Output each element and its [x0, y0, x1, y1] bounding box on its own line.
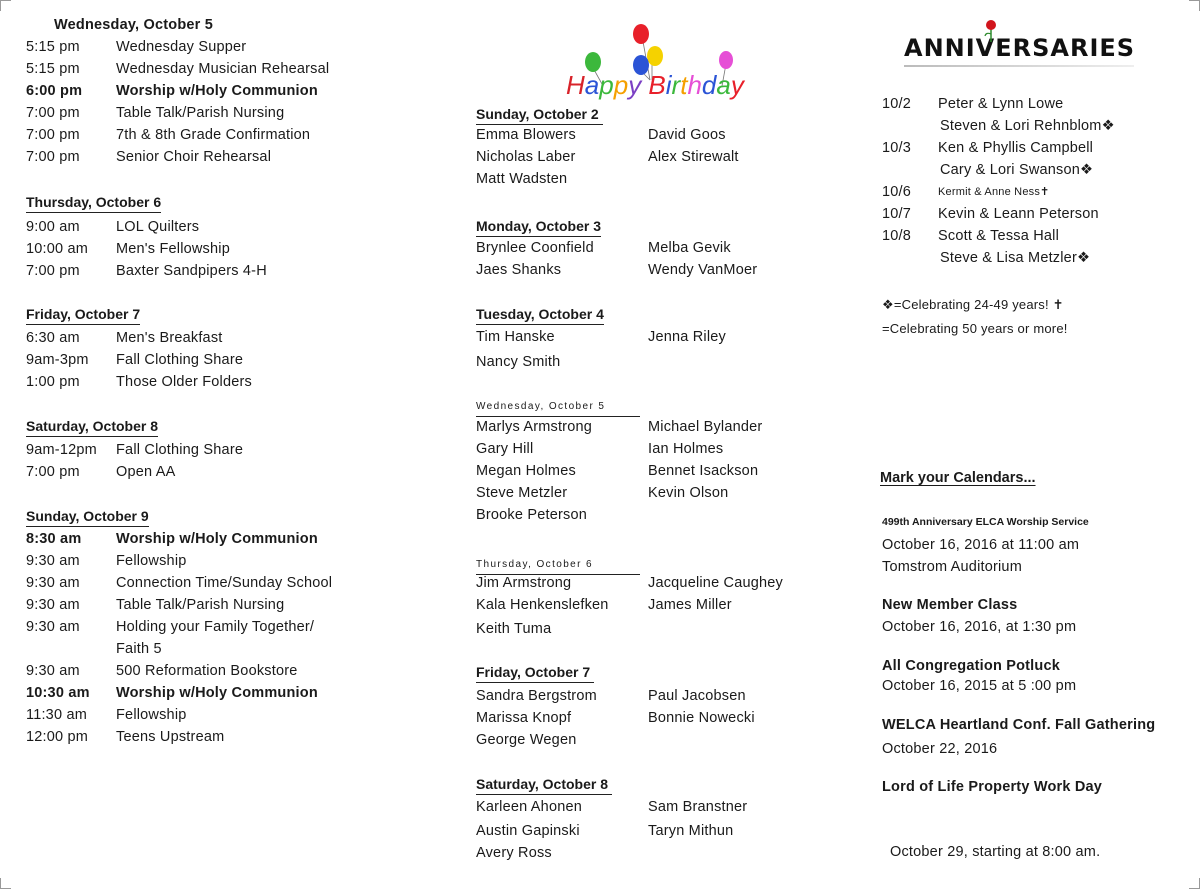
event-list-thursday: [26, 216, 267, 282]
calendar-item: [890, 841, 1100, 863]
balloons-icon: [562, 20, 762, 104]
birthday-name: Emma Blowers: [476, 127, 576, 143]
balloon-green: [585, 52, 601, 72]
anniversary-row: [882, 225, 1182, 247]
calendar-item-date: October 16, 2016, at 1:30 pm: [882, 619, 1077, 635]
birthday-row: [476, 618, 783, 640]
birthday-name: Brooke Peterson: [476, 507, 588, 523]
event-row: [26, 124, 329, 146]
birthday-name: Kevin Olson: [648, 485, 729, 501]
calendar-title: Mark your Calendars...: [880, 470, 1036, 486]
event-title: Table Talk/Parish Nursing: [116, 597, 285, 613]
birthday-row: [476, 729, 755, 751]
birthday-name: Megan Holmes: [476, 463, 576, 479]
birthday-name: Bennet Isackson: [648, 463, 759, 479]
birthday-row: [476, 460, 762, 482]
event-day-heading: Friday, October 7: [26, 306, 140, 325]
anniversary-row: [882, 247, 1182, 269]
birthday-name: David Goos: [648, 127, 726, 143]
event-day-heading: Thursday, October 6: [26, 194, 161, 213]
birthday-name: Sandra Bergstrom: [476, 688, 597, 704]
birthday-row: [476, 685, 755, 707]
birthday-row: [476, 842, 747, 864]
legend-50-plus: =Celebrating 50 years or more!: [882, 321, 1068, 336]
birthday-name: Bonnie Nowecki: [648, 710, 755, 726]
event-time: 7:00 pm: [26, 149, 80, 165]
event-title: Those Older Folders: [116, 374, 252, 390]
event-time: 7:00 pm: [26, 263, 80, 279]
event-row: [26, 682, 332, 704]
anniversary-row: [882, 203, 1182, 225]
event-title: Fall Clothing Share: [116, 352, 244, 368]
birthday-day-heading-wrap: [476, 306, 604, 325]
event-row: [26, 528, 332, 550]
birthday-name: Taryn Mithun: [648, 823, 734, 839]
calendar-item: [882, 776, 1102, 798]
event-day-heading: Sunday, October 9: [26, 508, 149, 527]
birthday-day-heading: Wednesday, October 5: [476, 398, 640, 417]
event-time: 10:30 am: [26, 685, 90, 701]
birthday-name: Keith Tuma: [476, 621, 552, 637]
event-row: [26, 80, 329, 102]
anniversary-date: 10/8: [882, 228, 912, 244]
event-list-friday: [26, 327, 252, 393]
birthday-name: Marlys Armstrong: [476, 419, 592, 435]
event-title: 500 Reformation Bookstore: [116, 663, 298, 679]
event-row: [26, 146, 329, 168]
anniversary-date: 10/6: [882, 184, 912, 200]
calendar-section: [880, 470, 1190, 860]
calendar-item: [882, 516, 1089, 578]
birthday-day-heading: Sunday, October 2: [476, 106, 603, 125]
anniversary-row: [882, 93, 1182, 115]
event-row: [26, 594, 332, 616]
calendar-item-title: Lord of Life Property Work Day: [882, 779, 1103, 795]
event-time: 5:15 pm: [26, 39, 80, 55]
event-row: [26, 260, 267, 282]
birthday-name: Karleen Ahonen: [476, 799, 582, 815]
birthday-list: [476, 326, 726, 373]
birthday-name: Jim Armstrong: [476, 575, 572, 591]
anniversary-names: Kermit & Anne Ness✝: [938, 186, 1050, 198]
event-time: 7:00 pm: [26, 127, 80, 143]
balloon-red: [633, 24, 649, 44]
event-title: Worship w/Holy Communion: [116, 83, 318, 99]
birthday-logo-text: Happy Birthday: [566, 70, 744, 100]
event-title: LOL Quilters: [116, 219, 200, 235]
birthday-name: Alex Stirewalt: [648, 149, 739, 165]
event-row: [26, 327, 252, 349]
event-row: [26, 461, 243, 483]
anniversary-legend: [882, 294, 1182, 340]
birthday-row: [476, 572, 783, 594]
event-time: 9:00 am: [26, 219, 80, 235]
event-title: Holding your Family Together/: [116, 619, 315, 635]
event-title: Wednesday Supper: [116, 39, 247, 55]
anniversary-names: Steven & Lori Rehnblom❖: [940, 118, 1115, 134]
anniversary-date: 10/7: [882, 206, 912, 222]
birthday-name: Jenna Riley: [648, 329, 726, 345]
event-title: Worship w/Holy Communion: [116, 685, 318, 701]
event-time: 6:00 pm: [26, 83, 83, 99]
calendar-item-title: WELCA Heartland Conf. Fall Gathering: [882, 717, 1156, 733]
event-row: [26, 572, 332, 594]
birthday-name: Jaes Shanks: [476, 262, 562, 278]
event-title: Wednesday Musician Rehearsal: [116, 61, 330, 77]
calendar-item-location: Tomstrom Auditorium: [882, 559, 1022, 575]
birthday-list: [476, 572, 783, 640]
event-row: [26, 660, 332, 682]
event-time: 6:30 am: [26, 330, 80, 346]
event-time: 9am-3pm: [26, 352, 89, 368]
anniversary-names: Peter & Lynn Lowe: [938, 96, 1064, 112]
calendar-item: [882, 594, 1076, 638]
event-list-sunday: [26, 528, 332, 748]
event-day-thursday: [26, 194, 161, 213]
birthday-row: [476, 707, 755, 729]
event-time: 5:15 pm: [26, 61, 80, 77]
event-row: [26, 550, 332, 572]
birthday-row: [476, 259, 757, 281]
event-time: 9am-12pm: [26, 442, 97, 458]
happy-birthday-logo: [562, 20, 762, 104]
calendar-item-title: New Member Class: [882, 597, 1018, 613]
birthday-row: [476, 594, 783, 616]
crop-mark-bottom-left: [0, 878, 11, 889]
birthday-name: Nicholas Laber: [476, 149, 576, 165]
event-title: 7th & 8th Grade Confirmation: [116, 127, 311, 143]
event-row: [26, 638, 332, 660]
calendar-item-date: October 16, 2015 at 5 :00 pm: [882, 678, 1077, 694]
event-title: Fellowship: [116, 707, 187, 723]
calendar-item-date: October 22, 2016: [882, 741, 998, 757]
event-time: 9:30 am: [26, 597, 80, 613]
crop-mark-bottom-right: [1189, 878, 1200, 889]
event-time: 11:30 am: [26, 707, 87, 723]
birthday-name: James Miller: [648, 597, 732, 613]
calendar-item-date: October 29, starting at 8:00 am.: [890, 844, 1101, 860]
birthday-day-heading: Friday, October 7: [476, 664, 594, 683]
event-row: [26, 704, 332, 726]
anniversary-row: [882, 181, 1182, 203]
birthday-name: Jacqueline Caughey: [648, 575, 783, 591]
birthday-day-heading-wrap: [476, 218, 601, 237]
event-title: Fellowship: [116, 553, 187, 569]
birthday-row: [476, 416, 762, 438]
birthday-day-heading-wrap: [476, 776, 612, 795]
anniversary-names: Ken & Phyllis Campbell: [938, 140, 1094, 156]
event-title: Senior Choir Rehearsal: [116, 149, 272, 165]
crop-mark-top-right: [1189, 0, 1200, 11]
birthday-name: Tim Hanske: [476, 329, 555, 345]
event-title: Men's Fellowship: [116, 241, 230, 257]
event-list-wednesday: [26, 36, 329, 168]
event-row: [26, 371, 252, 393]
event-title: Baxter Sandpipers 4-H: [116, 263, 267, 279]
birthday-name: George Wegen: [476, 732, 577, 748]
birthday-name: Matt Wadsten: [476, 171, 568, 187]
event-time: [26, 638, 116, 660]
birthday-day-heading: Saturday, October 8: [476, 776, 612, 795]
birthday-list: [476, 124, 739, 190]
event-title: Fall Clothing Share: [116, 442, 244, 458]
birthday-row: [476, 482, 762, 504]
balloon-yellow: [647, 46, 663, 66]
birthday-list: [476, 416, 762, 526]
calendar-item: [882, 714, 1155, 760]
anniversaries-list: [882, 93, 1182, 269]
birthday-name: Paul Jacobsen: [648, 688, 746, 704]
birthday-name: Ian Holmes: [648, 441, 724, 457]
birthday-name: Avery Ross: [476, 845, 552, 861]
event-row: [26, 216, 267, 238]
event-row: [26, 616, 332, 638]
event-row: [26, 726, 332, 748]
birthday-name: Kala Henkenslefken: [476, 597, 609, 613]
birthday-day-heading: Monday, October 3: [476, 218, 601, 237]
birthday-row: [476, 168, 739, 190]
birthday-name: Austin Gapinski: [476, 823, 580, 839]
birthday-day-heading: Tuesday, October 4: [476, 306, 604, 325]
event-time: 7:00 pm: [26, 464, 80, 480]
calendar-item-title: All Congregation Potluck: [882, 658, 1060, 674]
anniversary-date: 10/2: [882, 96, 912, 112]
calendar-item-title: 499th Anniversary ELCA Worship Service: [882, 516, 1089, 528]
event-row: [26, 349, 252, 371]
birthday-list: [476, 796, 747, 864]
anniversary-names: Scott & Tessa Hall: [938, 228, 1059, 244]
birthday-row: [476, 146, 739, 168]
birthday-name: Nancy Smith: [476, 354, 561, 370]
event-time: 9:30 am: [26, 553, 80, 569]
birthday-row: [476, 504, 762, 526]
event-day-wednesday: [54, 14, 213, 36]
anniversary-names: Steve & Lisa Metzler❖: [940, 250, 1091, 266]
event-time: 9:30 am: [26, 663, 80, 679]
anniversaries-title: ANNIVERSARIES: [904, 34, 1136, 62]
birthday-name: Gary Hill: [476, 441, 534, 457]
event-time: 9:30 am: [26, 575, 80, 591]
birthday-name: Melba Gevik: [648, 240, 731, 256]
birthday-day-heading: Thursday, October 6: [476, 556, 640, 575]
event-row: [26, 439, 243, 461]
event-title: Table Talk/Parish Nursing: [116, 105, 285, 121]
birthday-name: Brynlee Coonfield: [476, 240, 594, 256]
anniversaries-heading: [904, 34, 1144, 67]
birthday-list: [476, 685, 755, 751]
anniversary-date: 10/3: [882, 140, 912, 156]
anniversary-row: [882, 137, 1182, 159]
event-title: Worship w/Holy Communion: [116, 531, 318, 547]
birthday-row: [476, 124, 739, 146]
anniversary-names: Kevin & Leann Peterson: [938, 206, 1099, 222]
event-day-friday: [26, 306, 140, 325]
event-row: [26, 58, 329, 80]
anniversary-row: [882, 159, 1182, 181]
event-time: 8:30 am: [26, 531, 82, 547]
birthday-list: [476, 237, 757, 281]
event-list-saturday: [26, 439, 243, 483]
birthday-name: Steve Metzler: [476, 485, 568, 501]
birthday-row: [476, 820, 747, 842]
birthday-name: Wendy VanMoer: [648, 262, 758, 278]
event-title: Open AA: [116, 464, 176, 480]
event-row: [26, 36, 329, 58]
event-time: 12:00 pm: [26, 729, 89, 745]
event-time: 10:00 am: [26, 241, 89, 257]
calendar-item: [882, 656, 1076, 696]
birthday-row: [476, 326, 726, 348]
event-time: 9:30 am: [26, 619, 80, 635]
event-day-sunday: [26, 508, 149, 527]
event-title: Teens Upstream: [116, 729, 225, 745]
event-time: 1:00 pm: [26, 374, 80, 390]
birthday-name: Marissa Knopf: [476, 710, 572, 726]
event-title: Men's Breakfast: [116, 330, 223, 346]
legend-24-49: ❖=Celebrating 24-49 years! ✝: [882, 297, 1064, 312]
birthday-day-heading-wrap: [476, 106, 603, 125]
event-row: [26, 238, 267, 260]
anniversary-names: Cary & Lori Swanson❖: [940, 162, 1094, 178]
title-underline: [904, 65, 1134, 67]
crop-mark-top-left: [0, 0, 11, 11]
event-time: 7:00 pm: [26, 105, 80, 121]
event-day-saturday: [26, 418, 158, 437]
birthday-day-heading-wrap: [476, 396, 640, 417]
calendar-item-date: October 16, 2016 at 11:00 am: [882, 537, 1080, 553]
event-row: [26, 102, 329, 124]
event-day-heading: Saturday, October 8: [26, 418, 158, 437]
rose-icon: [983, 20, 999, 42]
birthday-day-heading-wrap: [476, 664, 594, 683]
birthday-row: [476, 438, 762, 460]
birthday-row: [476, 237, 757, 259]
event-day-heading: Wednesday, October 5: [54, 17, 213, 33]
birthday-row: [476, 351, 726, 373]
birthday-name: Sam Branstner: [648, 799, 748, 815]
event-title: Connection Time/Sunday School: [116, 575, 333, 591]
anniversary-row: [882, 115, 1182, 137]
balloon-pink: [719, 51, 733, 69]
birthday-row: [476, 796, 747, 818]
event-title: Faith 5: [116, 641, 162, 657]
birthday-name: Michael Bylander: [648, 419, 763, 435]
